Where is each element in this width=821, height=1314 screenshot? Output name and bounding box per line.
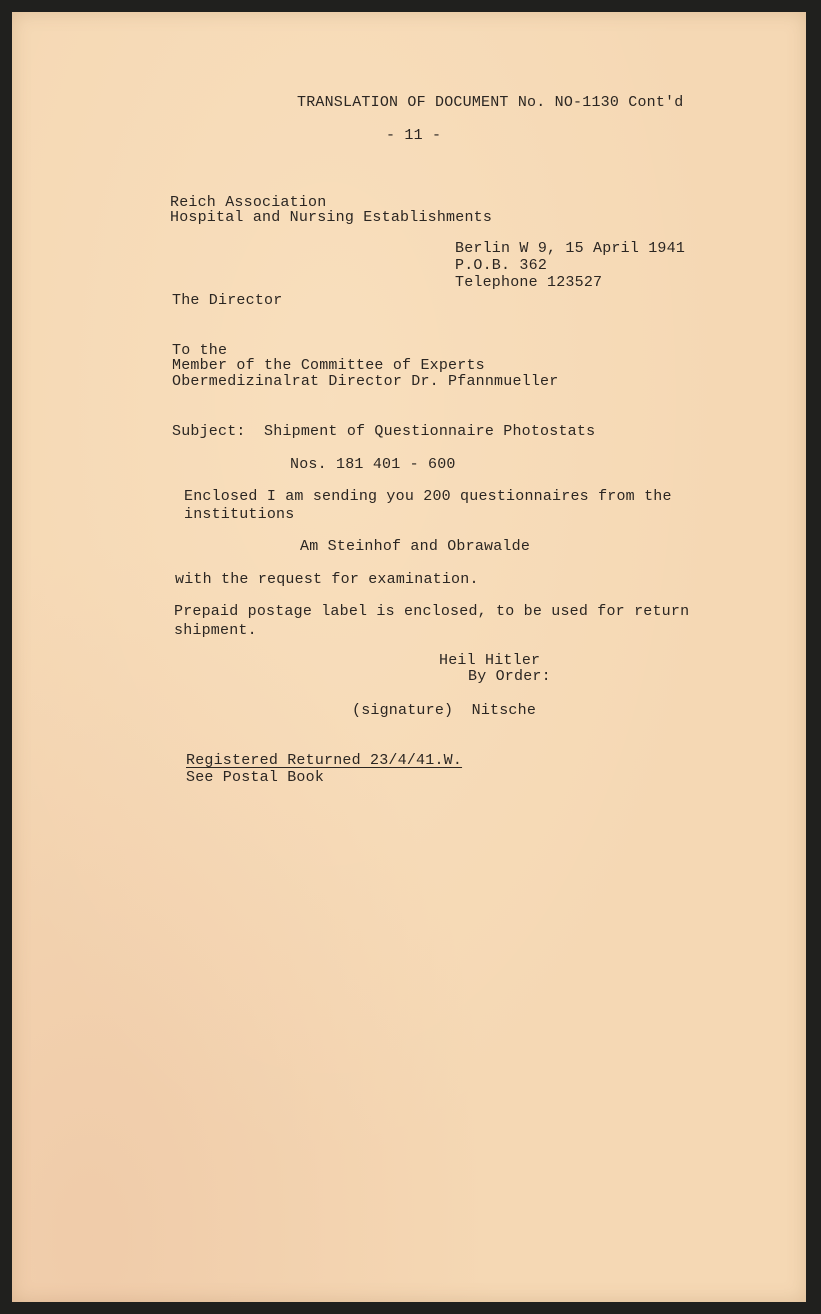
postal-book-note: See Postal Book <box>186 769 325 786</box>
page-number: - 11 - <box>386 127 442 144</box>
place-date: Berlin W 9, 15 April 1941 <box>455 240 686 257</box>
sender-line-2: Hospital and Nursing Establishments <box>170 209 493 226</box>
document-header: TRANSLATION OF DOCUMENT No. NO-1130 Cont'd <box>297 94 684 111</box>
subject-numbers: Nos. 181 401 - 600 <box>290 456 456 473</box>
closing-salutation: Heil Hitler <box>439 652 541 669</box>
sender-line-1: Reich Association <box>170 194 327 211</box>
subject-line: Subject: Shipment of Questionnaire Photostats <box>172 423 596 440</box>
telephone: Telephone 123527 <box>455 274 603 291</box>
body-institutions: Am Steinhof and Obrawalde <box>300 538 531 555</box>
recipient-line-1: To the <box>172 342 228 359</box>
recipient-line-3: Obermedizinalrat Director Dr. Pfannmueller <box>172 373 559 390</box>
body-paragraph-1-line-1: Enclosed I am sending you 200 questionnaires from the <box>184 488 672 505</box>
body-paragraph-3-line-1: Prepaid postage label is enclosed, to be used for return <box>174 603 690 620</box>
signature-line: (signature) Nitsche <box>352 702 537 719</box>
from-line: The Director <box>172 292 283 309</box>
recipient-line-2: Member of the Committee of Experts <box>172 357 485 374</box>
body-paragraph-3-line-2: shipment. <box>174 622 257 639</box>
body-paragraph-1-line-2: institutions <box>184 506 295 523</box>
closing-by-order: By Order: <box>468 668 551 685</box>
body-paragraph-2: with the request for examination. <box>175 571 479 588</box>
document-page <box>12 12 806 1302</box>
registered-note: Registered Returned 23/4/41.W. <box>186 752 463 769</box>
post-office-box: P.O.B. 362 <box>455 257 548 274</box>
